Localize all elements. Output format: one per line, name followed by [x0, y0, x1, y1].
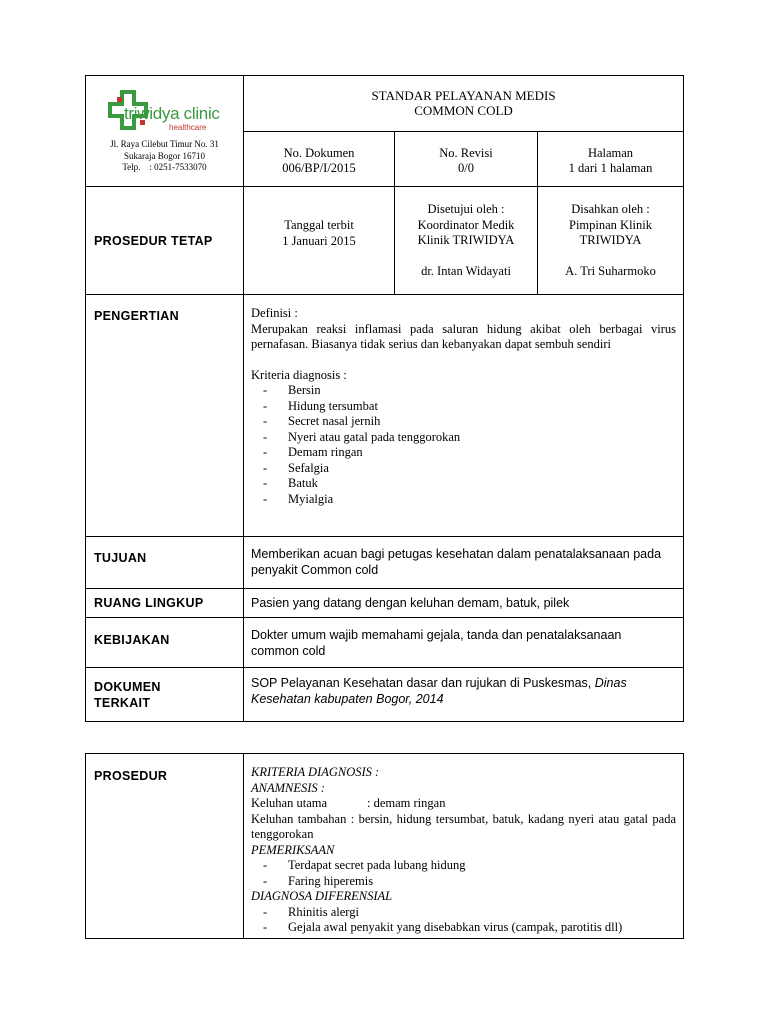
keluhan-utama-value: : demam ringan	[367, 796, 446, 810]
address-line: Sukaraja Bogor 16710	[124, 150, 205, 161]
pengertian-content	[244, 295, 684, 537]
ruang-lingkup-label: RUANG LINGKUP	[94, 596, 204, 610]
ratified-label: Disahkan oleh :	[571, 202, 650, 216]
page-cell	[538, 131, 684, 187]
keluhan-tambahan: Keluhan tambahan : bersin, hidung tersumbat, batuk, kadang nyeri atau gatal pada tenggorokan	[251, 811, 676, 841]
document-title: STANDAR PELAYANAN MEDIS	[371, 88, 556, 103]
prosedur-table	[85, 753, 684, 939]
address-line: Jl. Raya Cilebut Timur No. 31	[110, 139, 219, 149]
definisi-label: Definisi :	[251, 306, 298, 320]
list-item: - Sefalgia	[263, 460, 329, 475]
list-item: - Gejala awal penyakit yang disebabkan virus (campak, parotitis dll)	[263, 920, 623, 934]
sop-header-table	[85, 75, 684, 722]
kebijakan-label-cell	[86, 618, 244, 668]
tujuan-label: TUJUAN	[94, 551, 147, 565]
tujuan-text: Memberikan acuan bagi petugas kesehatan dalam penatalaksanaan pada penyakit Common cold	[251, 547, 662, 577]
tujuan-content	[244, 537, 684, 589]
definisi-text: Merupakan reaksi inflamasi pada saluran hidung akibat oleh berbagai virus pernafasan. Biasanya tidak serius dan kebanyakan dapat sembuh sendiri	[251, 321, 676, 351]
kebijakan-text: Dokter umum wajib memahami gejala, tanda dan penatalaksanaan common cold	[251, 628, 622, 658]
list-item: - Bersin	[263, 383, 321, 397]
doc-number-label: No. Dokumen	[283, 145, 355, 160]
keluhan-utama-row	[251, 796, 676, 812]
issued-cell	[244, 187, 395, 295]
list-item: - Batuk	[263, 476, 318, 490]
anamnesis-heading: ANAMNESIS :	[251, 780, 325, 795]
clinic-brand-name: triwidya clinic	[124, 104, 220, 123]
revision-cell	[395, 131, 538, 187]
list-item: - Rhinitis alergi	[263, 904, 359, 919]
keluhan-utama-label: Keluhan utama	[251, 796, 328, 810]
approved-role: Koordinator Medik	[417, 217, 515, 232]
dokumen-terkait-reference: SOP Pelayanan Kesehatan dasar dan rujukan di Puskesmas,	[251, 676, 595, 690]
ratified-role: Pimpinan Klinik	[569, 217, 652, 232]
revision-value: 0/0	[458, 161, 474, 175]
approved-name: dr. Intan Widayati	[421, 263, 511, 278]
list-item: - Myialgia	[263, 491, 334, 506]
ratified-role: TRIWIDYA	[579, 233, 642, 247]
prosedur-label-cell	[86, 754, 244, 939]
clinic-brand-sub: healthcare	[169, 123, 207, 132]
list-item: - Secret nasal jernih	[263, 414, 381, 428]
list-item: - Faring hiperemis	[263, 873, 374, 888]
dokumen-terkait-label: TERKAIT	[94, 695, 151, 710]
kriteria-diagnosis-heading: KRITERIA DIAGNOSIS :	[251, 765, 380, 779]
doc-number-cell	[244, 131, 395, 187]
pemeriksaan-list	[251, 858, 676, 889]
ratified-name: A. Tri Suharmoko	[565, 263, 656, 278]
approved-role: Klinik TRIWIDYA	[417, 233, 515, 247]
diagnosa-diferensial-heading: DIAGNOSA DIFERENSIAL	[251, 889, 393, 903]
prosedur-tetap-label-cell	[86, 187, 244, 295]
address-line: Telp. : 0251-7533070	[122, 162, 207, 172]
page-label: Halaman	[587, 145, 634, 160]
dokumen-terkait-label-cell	[86, 668, 244, 722]
list-item: - Demam ringan	[263, 445, 363, 459]
tujuan-label-cell	[86, 537, 244, 589]
list-item: - Terdapat secret pada lubang hidung	[263, 858, 466, 872]
document-subtitle: COMMON COLD	[414, 103, 513, 118]
dokumen-terkait-content	[244, 668, 684, 722]
kebijakan-content	[244, 618, 684, 668]
ruang-lingkup-label-cell	[86, 589, 244, 618]
prosedur-label: PROSEDUR	[94, 769, 168, 783]
pengertian-label: PENGERTIAN	[94, 309, 179, 323]
kriteria-label: Kriteria diagnosis :	[251, 367, 347, 382]
clinic-logo-cell	[86, 76, 244, 187]
pemeriksaan-heading: PEMERIKSAAN	[251, 842, 335, 857]
clinic-address	[86, 139, 243, 174]
prosedur-content	[244, 754, 684, 939]
dokumen-terkait-text	[251, 676, 651, 707]
ruang-lingkup-text: Pasien yang datang dengan keluhan demam, batuk, pilek	[251, 596, 570, 610]
ruang-lingkup-content	[244, 589, 684, 618]
kriteria-list	[251, 383, 676, 507]
prosedur-tetap-label: PROSEDUR TETAP	[94, 233, 213, 248]
dokumen-terkait-publisher: Dinas Kesehatan kabupaten Bogor, 2014	[251, 676, 627, 706]
approved-cell	[395, 187, 538, 295]
revision-label: No. Revisi	[439, 145, 493, 160]
list-item: - Nyeri atau gatal pada tenggorokan	[263, 429, 461, 444]
dokumen-terkait-label: DOKUMEN	[94, 680, 161, 694]
pengertian-label-cell	[86, 295, 244, 537]
approved-label: Disetujui oleh :	[427, 202, 505, 216]
page-value: 1 dari 1 halaman	[568, 161, 653, 175]
issued-value: 1 Januari 2015	[282, 233, 356, 248]
diferensial-list	[251, 905, 676, 936]
doc-number-value: 006/BP/I/2015	[282, 161, 356, 175]
list-item: - Hidung tersumbat	[263, 398, 378, 413]
issued-label: Tanggal terbit	[284, 218, 354, 232]
ratified-cell	[538, 187, 684, 295]
document-title-cell	[244, 76, 684, 132]
kebijakan-label: KEBIJAKAN	[94, 633, 170, 647]
